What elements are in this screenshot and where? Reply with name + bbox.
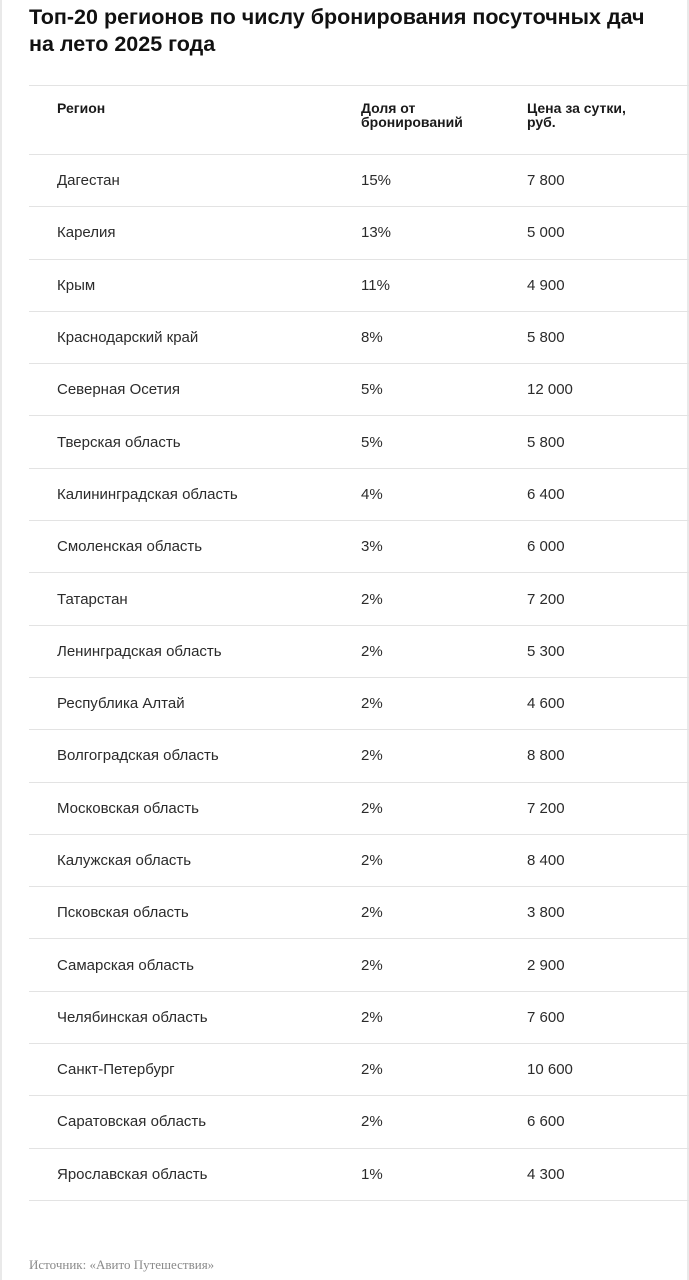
cell-share: 4% bbox=[361, 468, 527, 520]
cell-share: 2% bbox=[361, 834, 527, 886]
cell-region: Ленинградская область bbox=[29, 625, 361, 677]
header-region bbox=[29, 86, 361, 155]
cell-price: 7 600 bbox=[527, 991, 689, 1043]
cell-region: Краснодарский край bbox=[29, 311, 361, 363]
left-frame-border bbox=[0, 0, 2, 1280]
cell-region: Тверская область bbox=[29, 416, 361, 468]
cell-price: 5 800 bbox=[527, 311, 689, 363]
table-row bbox=[29, 730, 689, 782]
table-header-row bbox=[29, 86, 689, 155]
cell-region: Калининградская область bbox=[29, 468, 361, 520]
cell-share: 15% bbox=[361, 155, 527, 207]
table-row bbox=[29, 625, 689, 677]
source-caption: Источник: «Авито Путешествия» bbox=[29, 1257, 215, 1272]
cell-share: 5% bbox=[361, 364, 527, 416]
cell-region: Саратовская область bbox=[29, 1096, 361, 1148]
page-title bbox=[29, 4, 689, 58]
cell-price: 7 800 bbox=[527, 155, 689, 207]
cell-price: 5 800 bbox=[527, 416, 689, 468]
header-share bbox=[361, 86, 527, 155]
cell-region: Карелия bbox=[29, 207, 361, 259]
cell-share: 2% bbox=[361, 991, 527, 1043]
cell-region: Волгоградская область bbox=[29, 730, 361, 782]
cell-share: 5% bbox=[361, 416, 527, 468]
cell-region: Ярославская область bbox=[29, 1148, 361, 1200]
cell-price: 8 400 bbox=[527, 834, 689, 886]
header-price-line-1: Цена за сутки, bbox=[527, 100, 626, 116]
table-row bbox=[29, 677, 689, 729]
cell-region: Челябинская область bbox=[29, 991, 361, 1043]
table-row bbox=[29, 887, 689, 939]
header-region-label: Регион bbox=[57, 100, 106, 116]
header-share-line-2: бронирований bbox=[361, 114, 463, 130]
table-row bbox=[29, 521, 689, 573]
cell-region: Крым bbox=[29, 259, 361, 311]
cell-price: 5 300 bbox=[527, 625, 689, 677]
cell-share: 2% bbox=[361, 1096, 527, 1148]
cell-share: 2% bbox=[361, 573, 527, 625]
cell-region: Московская область bbox=[29, 782, 361, 834]
cell-price: 2 900 bbox=[527, 939, 689, 991]
cell-price: 4 900 bbox=[527, 259, 689, 311]
cell-price: 6 400 bbox=[527, 468, 689, 520]
cell-share: 2% bbox=[361, 887, 527, 939]
cell-price: 3 800 bbox=[527, 887, 689, 939]
cell-share: 2% bbox=[361, 782, 527, 834]
table-row bbox=[29, 573, 689, 625]
table-body bbox=[29, 155, 689, 1201]
table-header bbox=[29, 86, 689, 155]
table-row bbox=[29, 364, 689, 416]
cell-share: 3% bbox=[361, 521, 527, 573]
cell-price: 4 300 bbox=[527, 1148, 689, 1200]
cell-price: 10 600 bbox=[527, 1044, 689, 1096]
cell-price: 12 000 bbox=[527, 364, 689, 416]
cell-share: 11% bbox=[361, 259, 527, 311]
title-line-2: на лето 2025 года bbox=[29, 32, 216, 56]
table-row bbox=[29, 1044, 689, 1096]
cell-region: Псковская область bbox=[29, 887, 361, 939]
table-row bbox=[29, 416, 689, 468]
cell-region: Калужская область bbox=[29, 834, 361, 886]
cell-price: 8 800 bbox=[527, 730, 689, 782]
cell-share: 2% bbox=[361, 730, 527, 782]
cell-share: 2% bbox=[361, 677, 527, 729]
header-price bbox=[527, 86, 689, 155]
cell-price: 5 000 bbox=[527, 207, 689, 259]
table-row bbox=[29, 468, 689, 520]
cell-price: 6 000 bbox=[527, 521, 689, 573]
cell-region: Татарстан bbox=[29, 573, 361, 625]
title-line-1: Топ-20 регионов по числу бронирования посуточных дач bbox=[29, 5, 645, 29]
table-row bbox=[29, 782, 689, 834]
regions-table bbox=[29, 85, 689, 1201]
cell-region: Самарская область bbox=[29, 939, 361, 991]
cell-region: Смоленская область bbox=[29, 521, 361, 573]
table-row bbox=[29, 155, 689, 207]
cell-region: Дагестан bbox=[29, 155, 361, 207]
cell-price: 7 200 bbox=[527, 782, 689, 834]
cell-price: 6 600 bbox=[527, 1096, 689, 1148]
cell-region: Республика Алтай bbox=[29, 677, 361, 729]
table-row bbox=[29, 1096, 689, 1148]
table-row bbox=[29, 939, 689, 991]
table-row bbox=[29, 991, 689, 1043]
cell-share: 8% bbox=[361, 311, 527, 363]
cell-region: Северная Осетия bbox=[29, 364, 361, 416]
header-share-line-1: Доля от bbox=[361, 100, 416, 116]
cell-share: 13% bbox=[361, 207, 527, 259]
cell-share: 2% bbox=[361, 939, 527, 991]
table-row bbox=[29, 1148, 689, 1200]
cell-price: 7 200 bbox=[527, 573, 689, 625]
cell-region: Санкт-Петербург bbox=[29, 1044, 361, 1096]
header-price-line-2: руб. bbox=[527, 114, 556, 130]
table-row bbox=[29, 834, 689, 886]
cell-price: 4 600 bbox=[527, 677, 689, 729]
table-row bbox=[29, 311, 689, 363]
table-row bbox=[29, 259, 689, 311]
cell-share: 2% bbox=[361, 625, 527, 677]
cell-share: 1% bbox=[361, 1148, 527, 1200]
table-row bbox=[29, 207, 689, 259]
cell-share: 2% bbox=[361, 1044, 527, 1096]
